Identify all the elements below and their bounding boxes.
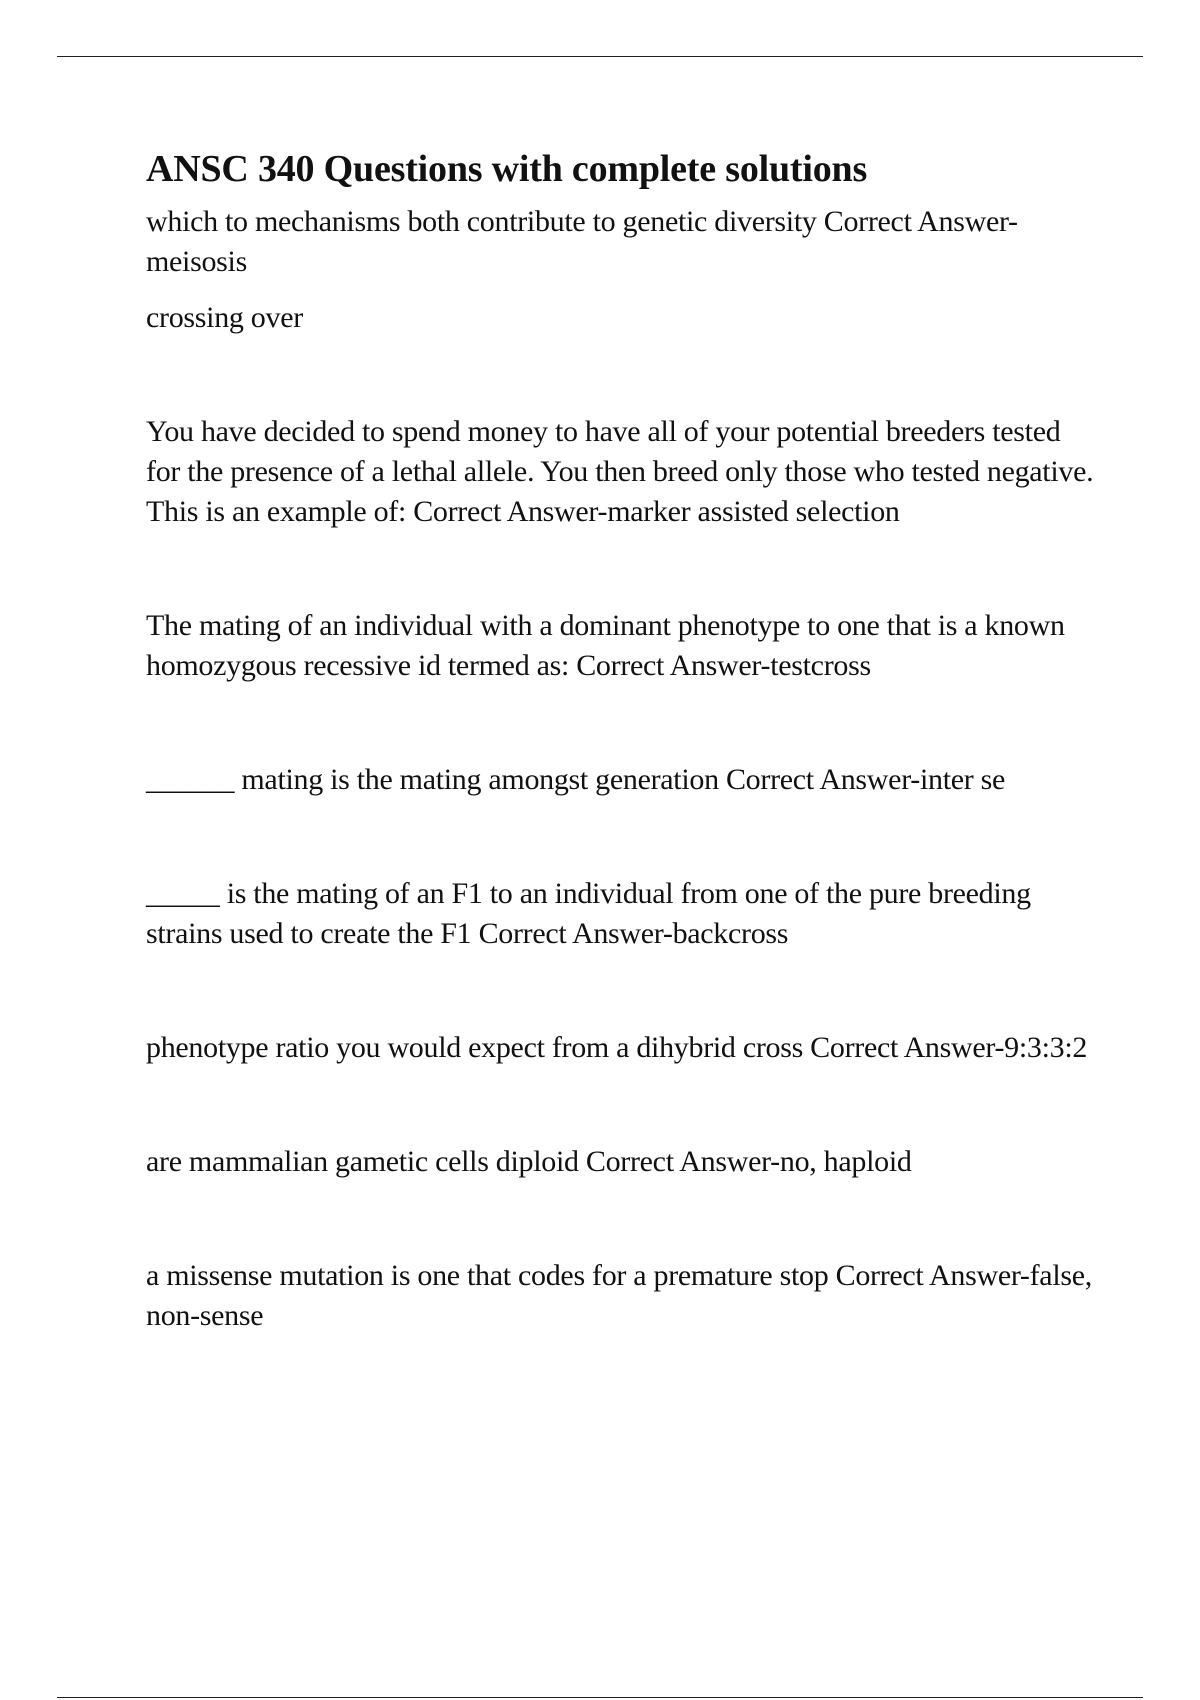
question-8: a missense mutation is one that codes for a premature stop Correct Answer-false, non-sense: [146, 1259, 1092, 1332]
top-rule: [57, 56, 1143, 57]
question-1: which to mechanisms both contribute to genetic diversity Correct Answer-meisosis: [146, 205, 1018, 278]
document-title: ANSC 340 Questions with complete solutions: [146, 148, 868, 190]
question-6: phenotype ratio you would expect from a dihybrid cross Correct Answer-9:3:3:2: [146, 1031, 1088, 1064]
question-4: ______ mating is the mating amongst generation Correct Answer-inter se: [146, 763, 1006, 796]
document-body: [146, 146, 1096, 1410]
question-2: You have decided to spend money to have all of your potential breeders tested for the presence of a lethal allele. You then breed only those who tested negative. This is an example of: Correct Answer-marker assisted selection: [146, 415, 1094, 528]
question-5: _____ is the mating of an F1 to an individual from one of the pure breeding strains used to create the F1 Correct Answer-backcross: [146, 877, 1031, 950]
question-1-continuation: crossing over: [146, 301, 303, 334]
question-7: are mammalian gametic cells diploid Correct Answer-no, haploid: [146, 1145, 912, 1178]
question-3: The mating of an individual with a dominant phenotype to one that is a known homozygous recessive id termed as: Correct Answer-testcross: [146, 609, 1065, 682]
bottom-rule: [57, 1697, 1143, 1698]
